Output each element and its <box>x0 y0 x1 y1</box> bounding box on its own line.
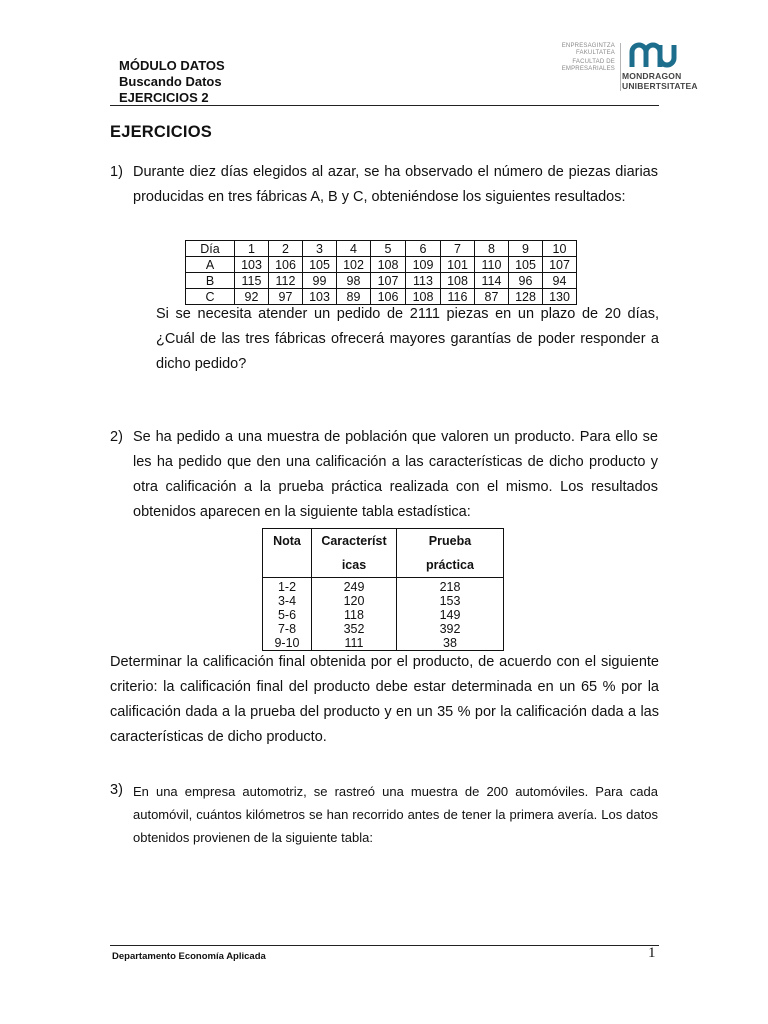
table-cell: 92 <box>235 289 269 305</box>
page-number: 1 <box>648 945 656 961</box>
table-cell: 218 <box>397 578 504 595</box>
table-cell: 94 <box>543 273 577 289</box>
table-cell: 108 <box>371 257 406 273</box>
table-cell: 112 <box>269 273 303 289</box>
table-cell: 149 <box>397 608 504 622</box>
table-cell: 108 <box>441 273 475 289</box>
column-header-caracteristicas: Característ icas <box>312 529 397 578</box>
table-cell: 1 <box>235 241 269 257</box>
brand-name: MONDRAGON UNIBERTSITATEA <box>622 71 698 91</box>
section-label: EJERCICIOS 2 <box>119 90 209 105</box>
exercise-2-instructions: Determinar la calificación final obtenida por el producto, de acuerdo con el siguiente criterio: la calificación final del producto debe estar determinada en un 65 % por la calificación dada a la prueba del producto y en un 35 % por la calificación dada a las características de dicho producto. <box>110 654 659 745</box>
faculty-name: ENPRESAGINTZA FAKULTATEA FACULTAD DE EMPRESARIALES <box>561 43 615 72</box>
ratings-table <box>262 528 504 651</box>
table-cell: 4 <box>337 241 371 257</box>
table-cell: 38 <box>397 636 504 651</box>
table-cell: 103 <box>303 289 337 305</box>
table-cell: 111 <box>312 636 397 651</box>
table-cell: 116 <box>441 289 475 305</box>
table-header-row <box>186 241 577 257</box>
table-cell: 10 <box>543 241 577 257</box>
table-row <box>186 273 577 289</box>
table-cell: 110 <box>475 257 509 273</box>
table-cell: 96 <box>509 273 543 289</box>
table-cell: 113 <box>406 273 441 289</box>
table-cell: 120 <box>312 594 397 608</box>
footer-divider <box>110 945 659 946</box>
table-cell: 105 <box>303 257 337 273</box>
logo-divider <box>620 43 621 91</box>
table-cell: 108 <box>406 289 441 305</box>
header-divider <box>110 105 659 106</box>
table-cell: 5 <box>371 241 406 257</box>
table-cell: 9-10 <box>263 636 312 651</box>
table-row <box>263 636 504 651</box>
exercise-3-text: En una empresa automotriz, se rastreó una muestra de 200 automóviles. Para cada automóvil, cuántos kilómetros se han recorrido antes de tener la primera avería. Los datos obtenidos provienen de la siguiente tabla: <box>133 784 658 845</box>
exercise-2-text: Se ha pedido a una muestra de población que valoren un producto. Para ello se les ha pedido que den una calificación a las características de dicho producto y otra calificación a la prueba práctica realizada con el mismo. Los resultados obtenidos aparecen en la siguiente tabla estadística: <box>133 429 658 520</box>
mu-logo-icon <box>629 41 677 69</box>
table-cell: 352 <box>312 622 397 636</box>
table-cell: 2 <box>269 241 303 257</box>
table-cell: 98 <box>337 273 371 289</box>
table-cell: 97 <box>269 289 303 305</box>
table-cell: 118 <box>312 608 397 622</box>
table-cell: 5-6 <box>263 608 312 622</box>
table-cell: 128 <box>509 289 543 305</box>
column-header-nota: Nota <box>263 529 312 578</box>
table-header-row <box>263 529 504 578</box>
module-subtitle: Buscando Datos <box>119 74 222 89</box>
table-cell: 8 <box>475 241 509 257</box>
table-cell: 130 <box>543 289 577 305</box>
table-cell: 99 <box>303 273 337 289</box>
table-cell: 101 <box>441 257 475 273</box>
module-title: MÓDULO DATOS <box>119 58 225 73</box>
table-cell: 87 <box>475 289 509 305</box>
table-cell: Día <box>186 241 235 257</box>
column-header-prueba: Prueba práctica <box>397 529 504 578</box>
exercise-3-number: 3) <box>110 782 123 798</box>
factory-production-table <box>185 240 577 305</box>
table-cell: 9 <box>509 241 543 257</box>
table-cell: 103 <box>235 257 269 273</box>
table-cell: A <box>186 257 235 273</box>
university-logo <box>553 41 698 101</box>
exercise-1-text: Durante diez días elegidos al azar, se ha observado el número de piezas diarias producidas en tres fábricas A, B y C, obteniéndose los siguientes resultados: <box>133 164 658 205</box>
table-cell: 106 <box>371 289 406 305</box>
table-cell: 3 <box>303 241 337 257</box>
table-cell: 106 <box>269 257 303 273</box>
table-row <box>263 622 504 636</box>
exercise-2-number: 2) <box>110 429 123 445</box>
table-cell: 153 <box>397 594 504 608</box>
table-cell: 249 <box>312 578 397 595</box>
table-cell: 105 <box>509 257 543 273</box>
page-title: EJERCICIOS <box>110 123 212 141</box>
table-cell: 115 <box>235 273 269 289</box>
table-row <box>263 594 504 608</box>
exercise-1-number: 1) <box>110 164 123 180</box>
table-cell: 109 <box>406 257 441 273</box>
document-header <box>119 58 225 106</box>
exercise-1-question: Si se necesita atender un pedido de 2111 piezas en un plazo de 20 días, ¿Cuál de las tres fábricas ofrecerá mayores garantías de poder responder a dicho pedido? <box>156 306 659 372</box>
table-cell: 107 <box>543 257 577 273</box>
table-cell: 114 <box>475 273 509 289</box>
table-cell: 1-2 <box>263 578 312 595</box>
table-cell: 102 <box>337 257 371 273</box>
table-row <box>186 257 577 273</box>
table-cell: 392 <box>397 622 504 636</box>
table-cell: 6 <box>406 241 441 257</box>
table-cell: 7-8 <box>263 622 312 636</box>
table-cell: 7 <box>441 241 475 257</box>
table-cell: 89 <box>337 289 371 305</box>
table-cell: B <box>186 273 235 289</box>
table-cell: 3-4 <box>263 594 312 608</box>
table-row <box>263 608 504 622</box>
table-cell: 107 <box>371 273 406 289</box>
table-row <box>263 578 504 595</box>
department-name: Departamento Economía Aplicada <box>112 951 266 962</box>
table-cell: C <box>186 289 235 305</box>
